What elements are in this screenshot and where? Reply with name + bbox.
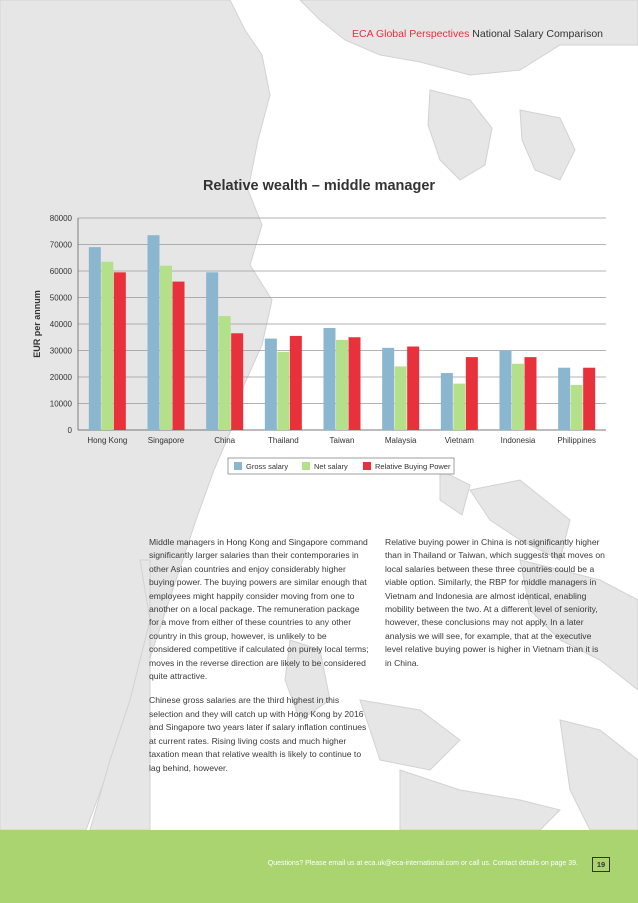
y-tick-label: 50000 <box>49 293 72 303</box>
bar <box>382 348 394 430</box>
body-paragraph: Relative buying power in China is not significantly higher than in Thailand or Taiwan, which suggests that moves on local salaries between these three countries could be a viable option. Similarly, the RBP for middle managers in Vietnam and Indonesia are almost identical, enabling mobility between the two. At a different level of seniority, however, these conclusions may not apply. In a later analysis we will see, for example, that at the executive level relative buying power is higher in Vietnam than it is in China. <box>385 537 605 668</box>
bar <box>395 366 407 430</box>
page-number: 19 <box>592 857 610 872</box>
y-axis-label: EUR per annum <box>32 290 42 358</box>
x-tick-label: Malaysia <box>384 436 417 445</box>
bar <box>441 373 453 430</box>
y-tick-label: 70000 <box>49 240 72 250</box>
bar <box>89 247 101 430</box>
legend-label: Relative Buying Power <box>375 462 451 471</box>
y-tick-label: 80000 <box>49 214 72 223</box>
y-tick-label: 40000 <box>49 320 72 329</box>
bar <box>173 282 185 430</box>
y-tick-label: 20000 <box>49 373 72 382</box>
footer-contact-text: Questions? Please email us at eca.uk@eca-international.com or call us. Contact details on page 39. <box>267 860 578 867</box>
body-column-right <box>385 536 607 681</box>
bar <box>160 266 172 430</box>
bar <box>453 384 465 430</box>
bar <box>336 340 348 430</box>
y-tick-label: 10000 <box>49 399 72 409</box>
chart-title: Relative wealth – middle manager <box>202 178 436 194</box>
bar <box>324 328 336 430</box>
x-tick-label: Philippines <box>557 436 597 445</box>
bar <box>525 357 537 430</box>
x-tick-label: Taiwan <box>329 436 355 445</box>
bar <box>290 336 302 430</box>
y-tick-label: 0 <box>67 426 72 435</box>
body-paragraph: Middle managers in Hong Kong and Singapore command significantly larger salaries than their contemporaries in other Asian countries and enjoy considerably higher buying power. The buying powers are similar enough that employees might happily consider moving from one to another on a local package. The remuneration package for a move from either of these countries to any other country in this group, however, is unlikely to be considered competitive if calculated on purely local terms; moves in the reverse direction are likely to be considered quite attractive. <box>149 537 369 682</box>
header-brand: ECA Global Perspectives <box>352 28 470 40</box>
bar-chart <box>0 200 638 490</box>
bar <box>277 352 289 430</box>
bar <box>148 235 160 430</box>
body-paragraph: Chinese gross salaries are the third highest in this selection and they will catch up with Hong Kong by 2016 and Singapore two years later if salary inflation continues at current rates. Rising living costs and much higher taxation mean that relative wealth is likely to continue to lag behind, however. <box>149 695 367 773</box>
bar <box>466 357 478 430</box>
bar <box>206 272 218 430</box>
bar <box>500 351 512 431</box>
body-column-left <box>149 536 371 786</box>
legend-swatch <box>234 462 242 470</box>
legend-swatch <box>363 462 371 470</box>
bar <box>231 333 243 430</box>
bar <box>512 364 524 430</box>
bar <box>265 339 277 430</box>
x-tick-label: Thailand <box>267 436 299 445</box>
x-tick-label: Hong Kong <box>87 436 128 445</box>
bar <box>558 368 570 430</box>
bar <box>349 337 361 430</box>
bar <box>219 316 231 430</box>
legend-label: Net salary <box>314 462 348 471</box>
x-tick-label: Vietnam <box>444 436 474 445</box>
bar <box>101 262 113 430</box>
bar <box>571 385 583 430</box>
page-footer <box>0 830 638 903</box>
y-tick-label: 30000 <box>49 346 72 356</box>
x-tick-label: Indonesia <box>500 436 536 445</box>
y-tick-label: 60000 <box>49 267 72 276</box>
x-tick-label: Singapore <box>147 436 185 445</box>
header-title: National Salary Comparison <box>472 28 603 40</box>
x-tick-label: China <box>214 436 236 445</box>
bar <box>583 368 595 430</box>
bar <box>407 347 419 430</box>
page-header <box>0 28 603 40</box>
legend-label: Gross salary <box>246 462 289 471</box>
bar <box>114 272 126 430</box>
legend-swatch <box>302 462 310 470</box>
